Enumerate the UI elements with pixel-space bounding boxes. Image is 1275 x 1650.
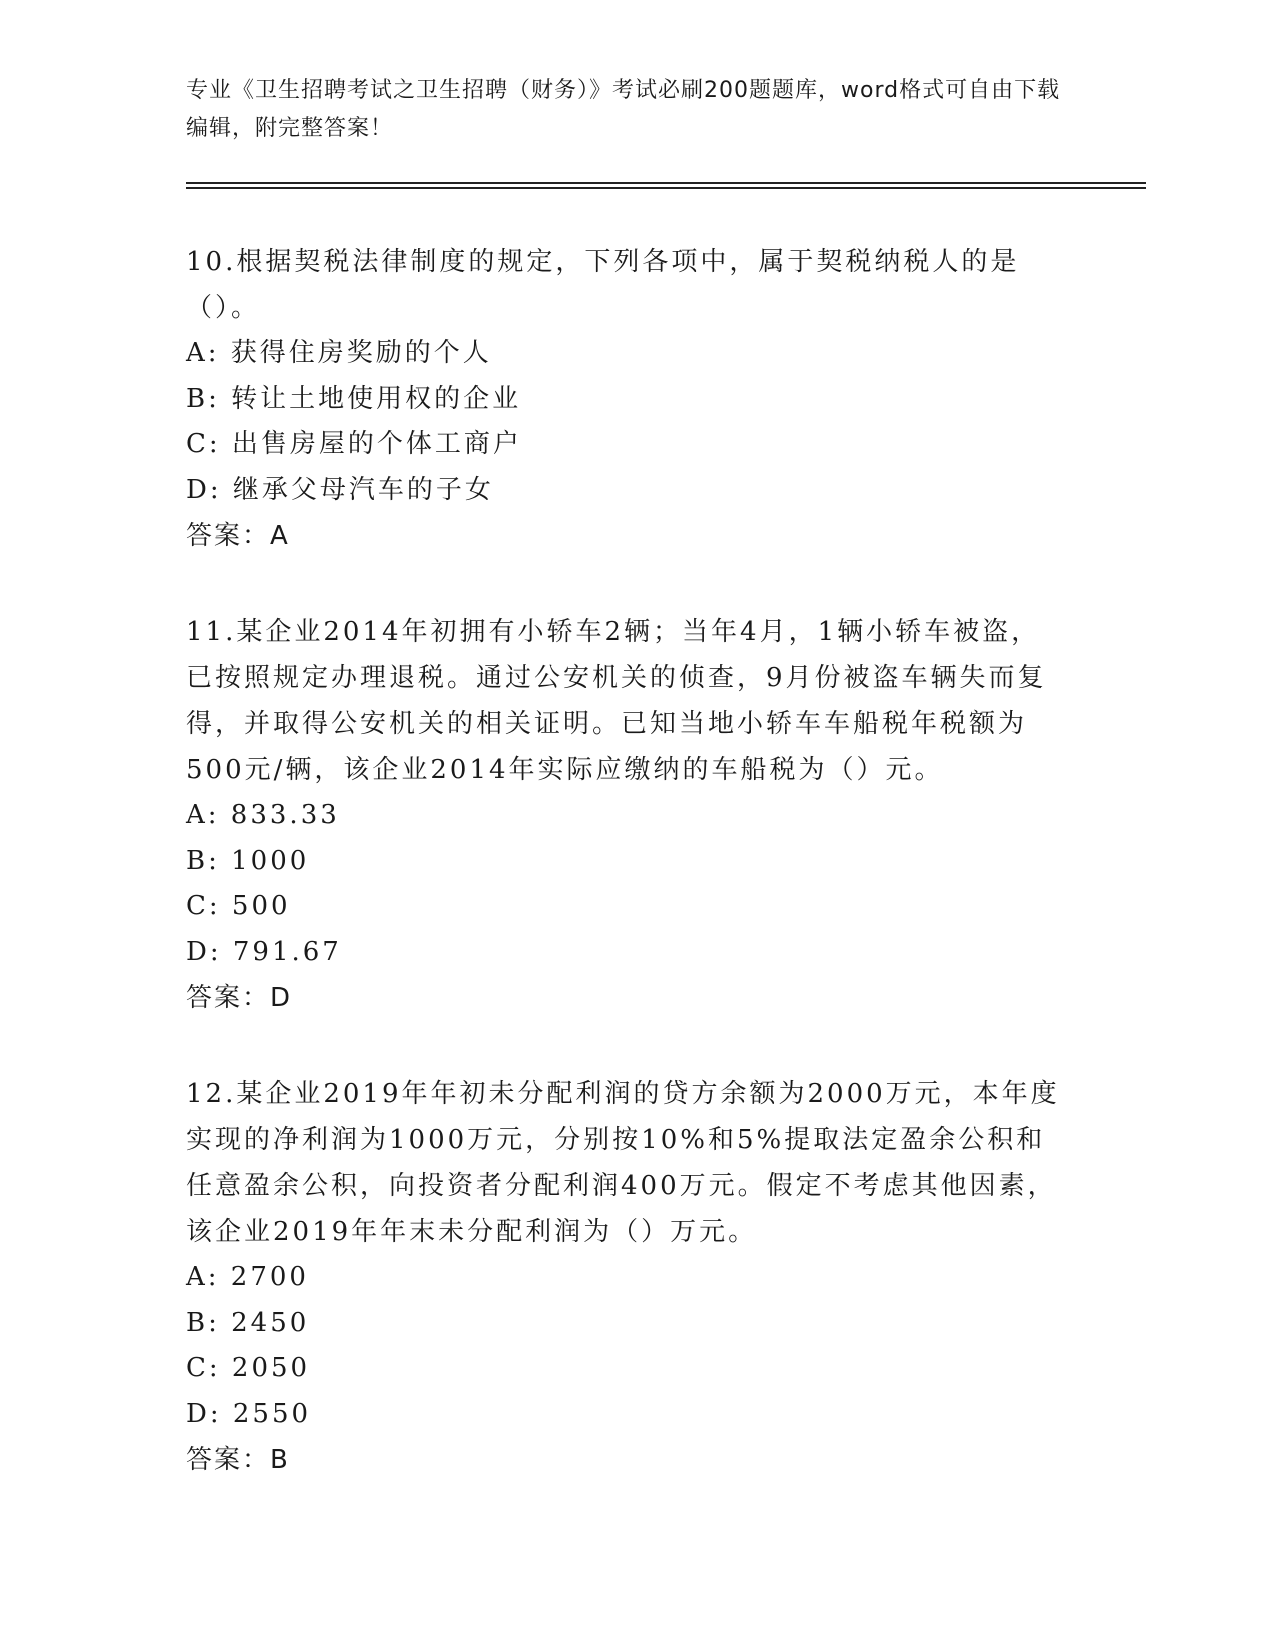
option-b: B: 1000 <box>186 845 310 876</box>
question-10 <box>186 239 1146 559</box>
question-stem: 12.某企业2019年年初未分配利润的贷方余额为2000万元，本年度实现的净利润为1000万元，分别按10%和5%提取法定盈余公积和任意盈余公积，向投资者分配利润400万元。假定不考虑其他因素，该企业2019年年末未分配利润为（）万元。 <box>186 1079 1060 1247</box>
question-12 <box>186 1071 1146 1483</box>
answer-line: 答案：B <box>186 1445 290 1475</box>
option-a: A: 833.33 <box>186 800 340 830</box>
option-c: C: 500 <box>186 891 291 921</box>
question-stem: 11.某企业2014年初拥有小轿车2辆；当年4月，1辆小轿车被盗，已按照规定办理退税。通过公安机关的侦查，9月份被盗车辆失而复得，并取得公安机关的相关证明。已知当地小轿车车船税年税额为500元/辆，该企业2014年实际应缴纳的车船税为（）元。 <box>186 617 1047 785</box>
option-b: B: 2450 <box>186 1307 310 1338</box>
option-d: D: 继承父母汽车的子女 <box>186 474 494 505</box>
option-a: A: 获得住房奖励的个人 <box>186 338 492 368</box>
document-header: 专业《卫生招聘考试之卫生招聘（财务）》考试必刷200题题库，word格式可自由下载编辑，附完整答案！ <box>186 78 1061 141</box>
option-c: C: 2050 <box>186 1353 311 1383</box>
answer-line: 答案：A <box>186 521 290 551</box>
option-a: A: 2700 <box>186 1262 309 1292</box>
answer-line: 答案：D <box>186 983 293 1013</box>
question-11 <box>186 609 1146 1021</box>
header-divider <box>186 182 1146 189</box>
option-d: D: 791.67 <box>186 936 342 967</box>
option-c: C: 出售房屋的个体工商户 <box>186 429 522 459</box>
document-page <box>186 72 1146 1483</box>
option-b: B: 转让土地使用权的企业 <box>186 383 522 414</box>
option-d: D: 2550 <box>186 1398 312 1429</box>
question-stem: 10.根据契税法律制度的规定，下列各项中，属于契税纳税人的是（）。 <box>186 247 1020 323</box>
